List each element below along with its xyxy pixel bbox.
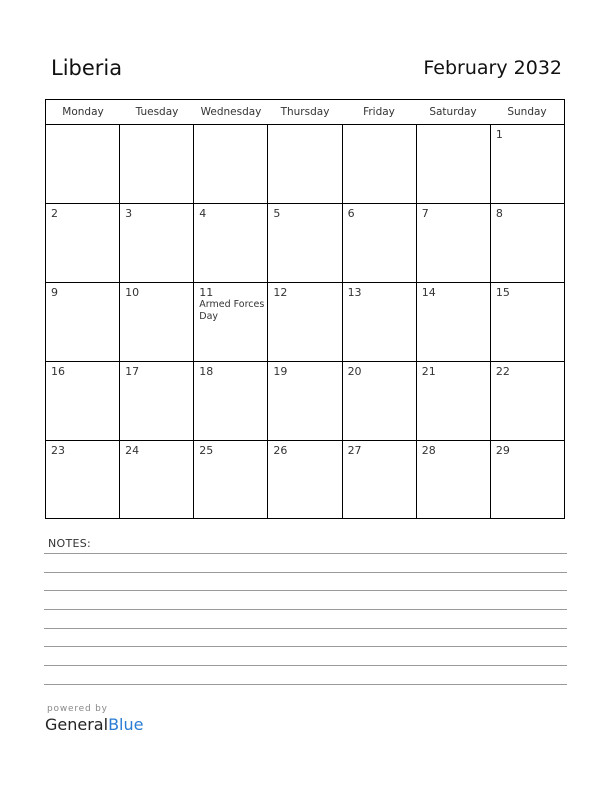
notes-line: [44, 684, 567, 685]
day-cell: [194, 441, 268, 518]
notes-line: [44, 590, 567, 591]
day-number: 7: [421, 207, 429, 220]
day-number: 22: [495, 365, 510, 378]
day-number: 17: [125, 365, 140, 378]
notes-line: [44, 553, 567, 554]
weekday-friday: Friday: [363, 106, 395, 118]
day-number: 16: [51, 365, 65, 378]
day-cell: [343, 125, 417, 203]
day-cell: [268, 125, 342, 203]
day-number: 27: [347, 444, 362, 457]
weekday-header-row: [46, 100, 564, 125]
day-cell: [417, 283, 491, 361]
day-cell: [120, 362, 194, 440]
day-number: 15: [495, 286, 510, 299]
notes-line: [44, 665, 567, 666]
day-cell: [343, 204, 417, 282]
day-cell: [46, 441, 120, 518]
day-cell: [417, 362, 491, 440]
day-cell: [343, 283, 417, 361]
notes-line: [44, 572, 567, 573]
brand-name: [45, 715, 143, 734]
day-cell: [46, 204, 120, 282]
day-number: 11: [199, 286, 214, 299]
brand-blue: Blue: [108, 715, 144, 734]
country-title: Liberia: [51, 56, 123, 80]
day-cell: [268, 441, 342, 518]
day-number: 13: [347, 286, 362, 299]
day-number: 28: [421, 444, 436, 457]
week-row: [46, 441, 564, 518]
day-cell: [491, 362, 564, 440]
day-cell: [343, 362, 417, 440]
day-cell: [491, 441, 564, 518]
day-cell: [194, 125, 268, 203]
day-cell: [417, 441, 491, 518]
day-cell: [491, 283, 564, 361]
weekday-saturday: Saturday: [429, 106, 477, 118]
weekday-monday: Monday: [62, 106, 104, 118]
day-cell: [120, 441, 194, 518]
day-cell: [194, 204, 268, 282]
day-cell: [120, 204, 194, 282]
day-cell: [46, 125, 120, 203]
day-number: 21: [421, 365, 436, 378]
weekday-wednesday: Wednesday: [200, 106, 262, 118]
day-cell: [46, 362, 120, 440]
week-row: [46, 204, 564, 283]
day-cell: [417, 204, 491, 282]
notes-line: [44, 628, 567, 629]
day-cell: [120, 283, 194, 361]
day-number: 4: [199, 207, 207, 220]
notes-line: [44, 646, 567, 647]
day-cell: [491, 125, 564, 203]
day-cell: [46, 283, 120, 361]
weekday-tuesday: Tuesday: [135, 106, 179, 118]
day-number: 8: [495, 207, 503, 220]
notes-line: [44, 609, 567, 610]
day-cell: [417, 125, 491, 203]
day-number: 12: [273, 286, 288, 299]
week-row: [46, 125, 564, 204]
day-number: 25: [199, 444, 214, 457]
day-number: 23: [51, 444, 65, 457]
month-title: February 2032: [423, 57, 562, 79]
day-number: 10: [125, 286, 140, 299]
day-cell: [268, 283, 342, 361]
holiday-label: Armed Forces Day: [199, 299, 265, 322]
day-number: 26: [273, 444, 288, 457]
day-number: 29: [495, 444, 510, 457]
brand-logo: [45, 704, 143, 734]
day-number: 6: [347, 207, 355, 220]
week-row: [46, 362, 564, 441]
week-row: [46, 283, 564, 362]
day-number: 18: [199, 365, 214, 378]
day-cell: [268, 362, 342, 440]
day-number: 9: [51, 286, 58, 299]
day-number: 1: [495, 128, 503, 141]
day-number: 24: [125, 444, 140, 457]
weekday-sunday: Sunday: [507, 106, 547, 118]
notes-label: NOTES:: [48, 537, 92, 550]
day-cell: [120, 125, 194, 203]
weekday-thursday: Thursday: [280, 106, 330, 118]
day-number: 3: [125, 207, 133, 220]
brand-general: General: [45, 715, 109, 734]
day-number: 20: [347, 365, 362, 378]
day-number: 14: [421, 286, 436, 299]
day-number: 5: [273, 207, 281, 220]
day-cell: [343, 441, 417, 518]
day-cell: [194, 362, 268, 440]
calendar-grid: [45, 99, 565, 519]
powered-by-text: powered by: [47, 704, 108, 714]
day-number: 19: [273, 365, 288, 378]
day-cell: [491, 204, 564, 282]
day-cell: [268, 204, 342, 282]
day-cell: [194, 283, 268, 361]
day-number: 2: [51, 207, 58, 220]
